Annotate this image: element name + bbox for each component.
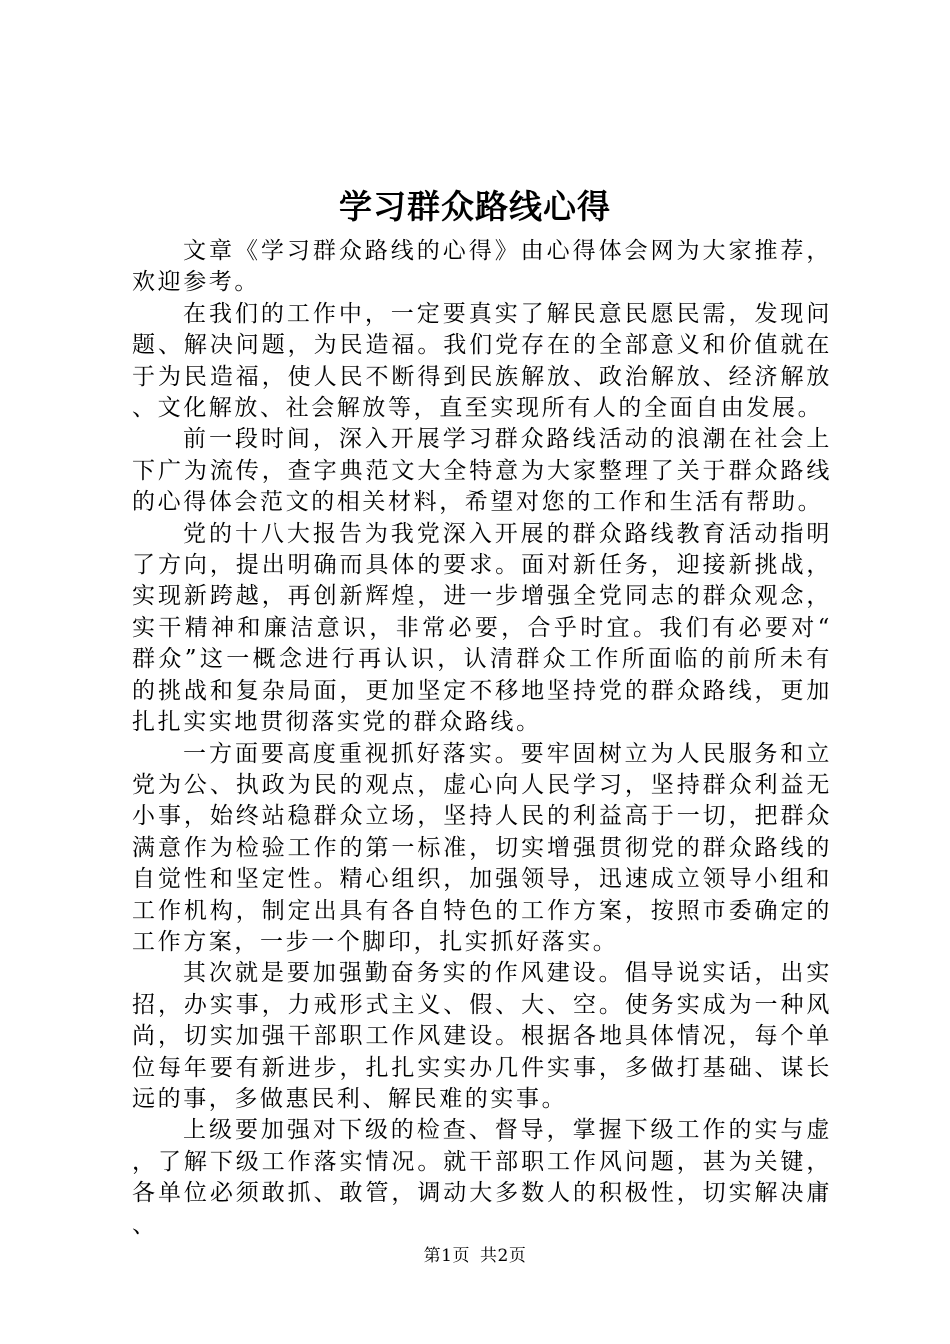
document-title: 学习群众路线心得 bbox=[339, 187, 611, 226]
paragraph-1: 文章《学习群众路线的心得》由心得体会网为大家推荐，欢迎参考。 bbox=[132, 238, 832, 296]
paragraph-4: 党的十八大报告为我党深入开展的群众路线教育活动指明了方向，提出明确而具体的要求。面对新任务，迎接新挑战，实现新跨越，再创新辉煌，进一步增强全党同志的群众观念，实干精神和廉洁意识，非常必要，合乎时宜。我们有必要对“群众”这一概念进行再认识，认清群众工作所面临的前所未有的挑战和复杂局面，更加坚定不移地坚持党的群众路线，更加扎扎实实地贯彻落实党的群众路线。 bbox=[132, 520, 832, 736]
paragraph-3: 前一段时间，深入开展学习群众路线活动的浪潮在社会上下广为流传，查字典范文大全特意为大家整理了关于群众路线的心得体会范文的相关材料，希望对您的工作和生活有帮助。 bbox=[132, 426, 832, 516]
paragraph-7: 上级要加强对下级的检查、督导，掌握下级工作的实与虚，了解下级工作落实情况。就干部职工作风问题，甚为关键，各单位必须敢抓、敢管，调动大多数人的积极性，切实解决庸、 bbox=[132, 1117, 832, 1238]
paragraph-6: 其次就是要加强勤奋务实的作风建设。倡导说实话，出实招，办实事，力戒形式主义、假、大、空。使务实成为一种风尚，切实加强干部职工作风建设。根据各地具体情况，每个单位每年要有新进步，扎扎实实办几件实事，多做打基础、谋长远的事，多做惠民利、解民难的实事。 bbox=[132, 960, 832, 1112]
page-number-total: 共2页 bbox=[480, 1246, 527, 1266]
document-body bbox=[132, 236, 832, 1241]
paragraph-2: 在我们的工作中，一定要真实了解民意民愿民需，发现问题、解决问题，为民造福。我们党存在的全部意义和价值就在于为民造福，使人民不断得到民族解放、政治解放、经济解放、文化解放、社会解放等，直至实现所有人的全面自由发展。 bbox=[132, 300, 832, 422]
page-footer bbox=[0, 1244, 950, 1268]
page-number-current: 第1页 bbox=[423, 1246, 470, 1266]
paragraph-5: 一方面要高度重视抓好落实。要牢固树立为人民服务和立党为公、执政为民的观点，虚心向人民学习，坚持群众利益无小事，始终站稳群众立场，坚持人民的利益高于一切，把群众满意作为检验工作的第一标准，切实增强贯彻党的群众路线的自觉性和坚定性。精心组织，加强领导，迅速成立领导小组和工作机构，制定出具有各自特色的工作方案，按照市委确定的工作方案，一步一个脚印，扎实抓好落实。 bbox=[132, 740, 832, 955]
